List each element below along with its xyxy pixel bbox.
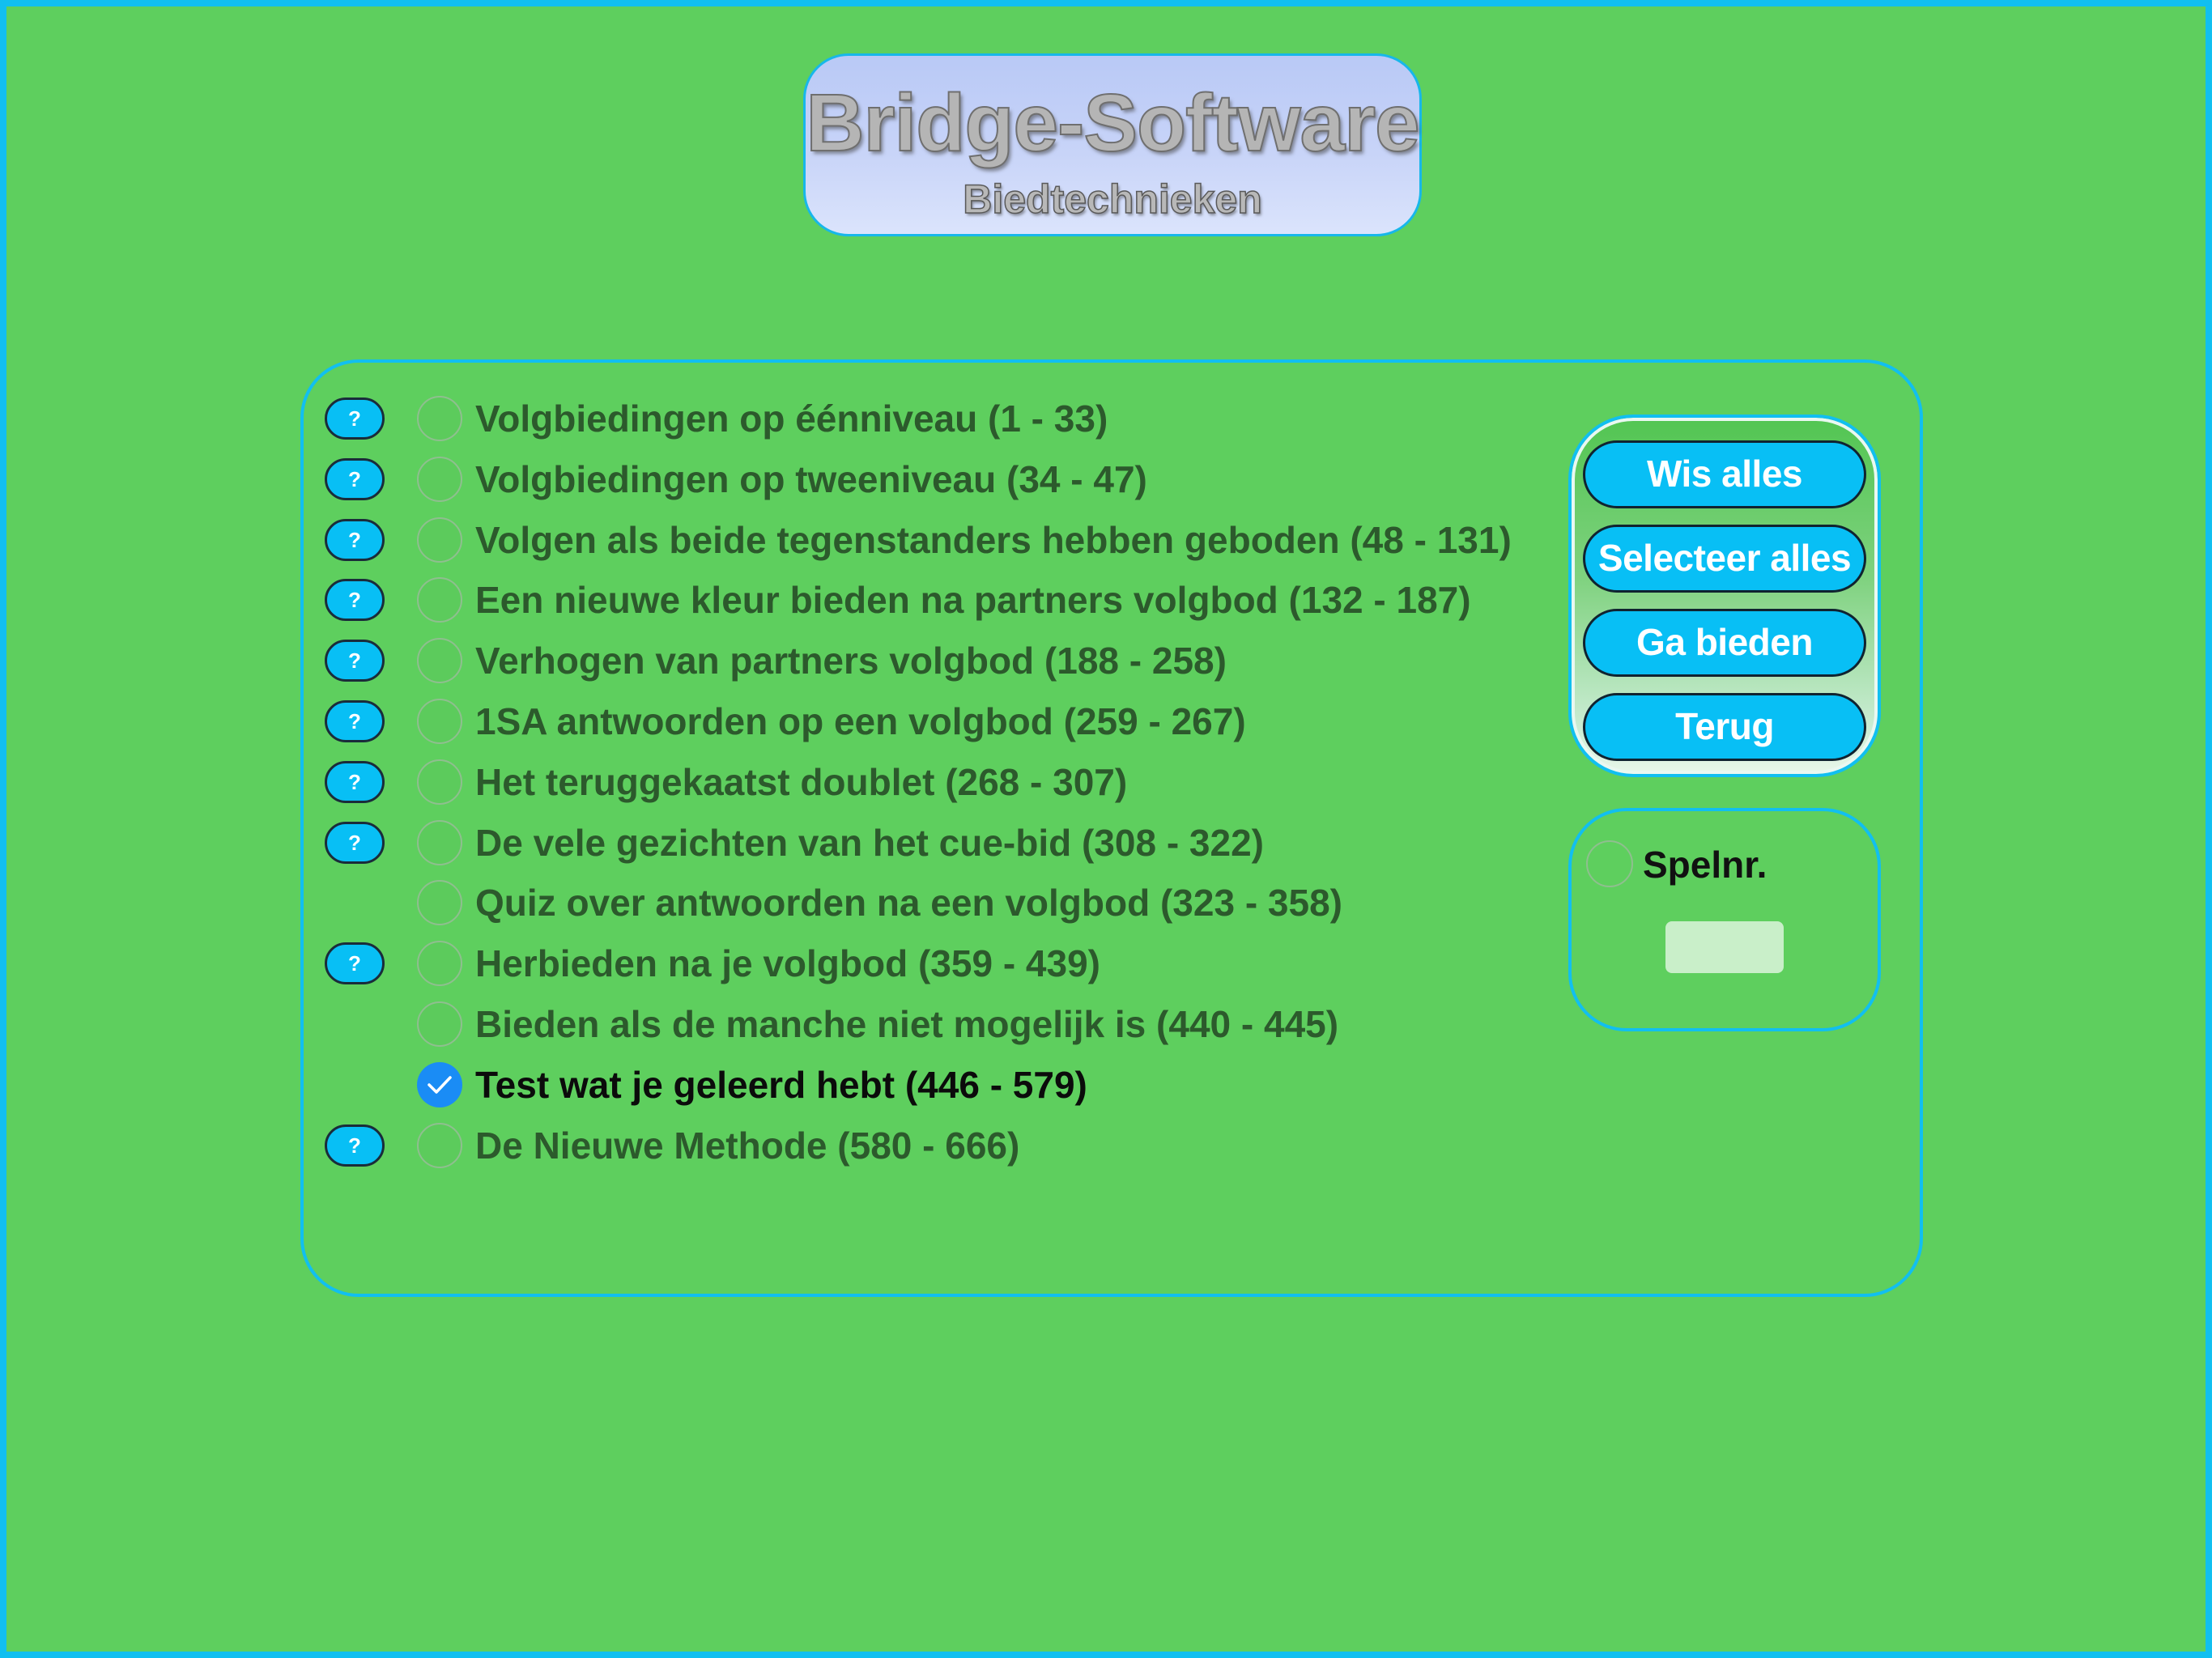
topic-label: Volgen als beide tegenstanders hebben geboden (48 - 131)	[475, 518, 1512, 561]
go-bid-button[interactable]: Ga bieden	[1583, 609, 1866, 677]
app-title: Bridge-Software	[806, 78, 1419, 168]
help-button[interactable]: ?	[325, 397, 385, 440]
topic-radio[interactable]	[417, 880, 462, 925]
back-button[interactable]: Terug	[1583, 693, 1866, 761]
app-logo	[803, 53, 1422, 236]
help-button[interactable]: ?	[325, 458, 385, 500]
topic-label: Test wat je geleerd hebt (446 - 579)	[475, 1063, 1087, 1106]
help-button[interactable]: ?	[325, 640, 385, 682]
topic-label: 1SA antwoorden op een volgbod (259 - 267)	[475, 700, 1246, 742]
help-button[interactable]: ?	[325, 519, 385, 561]
topic-radio[interactable]	[417, 577, 462, 623]
topic-label: Volgbiedingen op tweeniveau (34 - 47)	[475, 457, 1147, 500]
help-button[interactable]: ?	[325, 942, 385, 984]
topic-label: Bieden als de manche niet mogelijk is (440 - 445)	[475, 1003, 1339, 1045]
topic-label: Verhogen van partners volgbod (188 - 258)	[475, 640, 1227, 682]
topic-radio[interactable]	[417, 941, 462, 986]
topic-radio-checked[interactable]	[417, 1062, 462, 1107]
help-button[interactable]: ?	[325, 761, 385, 803]
spelnr-label: Spelnr.	[1643, 844, 1767, 886]
topic-radio[interactable]	[417, 1123, 462, 1168]
action-button-group	[1568, 414, 1881, 777]
topic-radio[interactable]	[417, 820, 462, 865]
topic-label: Quiz over antwoorden na een volgbod (323 - 358)	[475, 882, 1342, 925]
topic-radio[interactable]	[417, 638, 462, 683]
help-button[interactable]: ?	[325, 700, 385, 742]
topic-label: De Nieuwe Methode (580 - 666)	[475, 1124, 1020, 1167]
app-subtitle: Biedtechnieken	[963, 176, 1262, 222]
spelnr-group	[1568, 808, 1881, 1031]
topic-radio[interactable]	[417, 457, 462, 502]
topic-label: Het teruggekaatst doublet (268 - 307)	[475, 760, 1128, 803]
topic-radio[interactable]	[417, 1001, 462, 1047]
topic-label: Een nieuwe kleur bieden na partners volgbod (132 - 187)	[475, 579, 1471, 622]
help-button[interactable]: ?	[325, 579, 385, 621]
topic-radio[interactable]	[417, 396, 462, 441]
topic-radio[interactable]	[417, 759, 462, 805]
checkmark-icon	[427, 1073, 453, 1096]
topic-label: De vele gezichten van het cue-bid (308 - 322)	[475, 821, 1264, 864]
topic-radio[interactable]	[417, 517, 462, 563]
help-button[interactable]: ?	[325, 822, 385, 864]
topic-label: Herbieden na je volgbod (359 - 439)	[475, 942, 1100, 985]
select-all-button[interactable]: Selecteer alles	[1583, 525, 1866, 593]
spelnr-input[interactable]	[1665, 921, 1784, 973]
topic-label: Volgbiedingen op éénniveau (1 - 33)	[475, 397, 1108, 440]
clear-all-button[interactable]: Wis alles	[1583, 440, 1866, 508]
topic-radio[interactable]	[417, 699, 462, 744]
help-button[interactable]: ?	[325, 1124, 385, 1167]
spelnr-radio[interactable]	[1586, 840, 1633, 887]
